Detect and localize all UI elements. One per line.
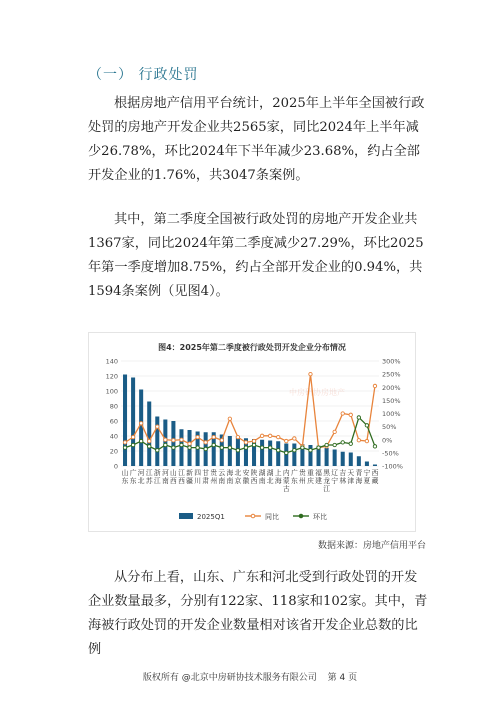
yoy-point [285,439,288,442]
bar [228,436,232,466]
x-category-label: 甘 [202,469,210,477]
bar [292,444,296,467]
mom-point [236,449,239,452]
x-category-label: 青 [355,469,363,477]
x-category-label: 林 [339,477,347,485]
watermark: 中房研协房地产 [289,388,345,397]
paragraph-2: 其中，第二季度全国被行政处罚的房地产开发企业共1367家，同比2024年第二季度减少27.29%，环比2025年第一季度增加8.75%，约占全部开发企业的0.94%，共1594条案例（见图4）。 [88,212,424,299]
yoy-point [252,439,255,442]
x-category-label: 贵 [210,469,218,477]
x-category-label: 云 [218,469,226,477]
x-category-label: 京 [234,477,242,485]
y2-tick-label: 150% [382,396,401,405]
y2-tick-label: 250% [382,370,401,379]
x-category-label: 藏 [371,477,379,485]
footer-copyright: 版权所有 @北京中房研协技术服务有限公司 [142,673,317,683]
x-category-label: 西 [250,477,258,485]
mom-point [365,424,368,427]
mom-point [164,443,167,446]
x-category-label: 南 [226,477,234,485]
yoy-point [333,430,336,433]
x-category-label: 天 [347,469,355,477]
x-category-label: 州 [299,477,306,485]
mom-point [285,451,288,454]
chart-svg [89,333,415,531]
bar [155,417,159,467]
mom-point [301,446,304,449]
x-category-label: 西 [170,477,177,485]
y-tick-label: 0 [113,462,118,471]
mom-point [277,449,280,452]
bar [349,453,353,467]
mom-point [196,446,199,449]
mom-point [333,443,336,446]
x-category-label: 山 [170,469,177,477]
x-category-label: 湖 [266,469,274,477]
legend-label: 环比 [313,513,327,521]
x-category-label: 江 [153,477,161,485]
x-category-label: 龙 [323,477,330,485]
x-category-label: 北 [137,477,145,485]
yoy-point [277,435,280,438]
mom-point [293,449,296,452]
x-category-label: 东 [290,477,298,485]
yoy-line [125,374,375,448]
legend-marker-mom [299,514,303,518]
mom-point [317,446,320,449]
x-category-label: 海 [274,477,282,485]
bar [147,402,151,467]
mom-point [228,446,231,449]
yoy-point [212,435,215,438]
mom-point [131,443,134,446]
yoy-point [220,439,223,442]
mom-point [123,446,126,449]
y-tick-label: 80 [109,402,118,411]
legend-label: 2025Q1 [197,513,225,521]
x-category-label: 海 [226,469,234,477]
yoy-point [228,417,231,420]
x-category-label: 河 [161,469,169,477]
x-category-label: 浙 [153,469,161,477]
bar [171,421,175,466]
x-category-label: 重 [307,469,314,477]
mom-point [260,446,263,449]
yoy-point [172,439,175,442]
yoy-point [293,437,296,440]
chart-container [88,332,416,532]
bar [123,375,127,467]
x-category-label: 辽 [331,469,339,477]
mom-point [204,447,207,450]
x-category-label: 徽 [242,477,250,485]
yoy-point [268,434,271,437]
y-tick-label: 140 [105,357,118,366]
y-tick-label: 40 [109,432,118,441]
yoy-point [164,438,167,441]
bar [163,420,167,467]
bar [131,378,135,467]
mom-point [172,446,175,449]
yoy-point [123,441,126,444]
x-category-label: 北 [266,477,274,485]
yoy-point [309,372,312,375]
yoy-point [349,413,352,416]
legend-label: 同比 [265,513,279,521]
mom-point [139,439,142,442]
yoy-point [341,412,344,415]
mom-point [349,442,352,445]
x-category-label: 内 [282,469,290,477]
yoy-point [148,439,151,442]
x-category-label: 陕 [250,469,258,477]
x-category-label: 肃 [202,477,210,485]
bar [341,452,345,466]
yoy-point [131,435,134,438]
x-category-label: 广 [290,469,298,477]
x-category-label: 津 [347,477,355,485]
y2-tick-label: -100% [382,462,403,471]
x-category-label: 东 [129,477,137,485]
yoy-point [357,439,360,442]
x-category-label: 苏 [145,477,153,485]
x-category-label: 西 [178,477,185,485]
bar [268,441,272,467]
bar [276,441,280,466]
x-category-label: 黑 [323,469,330,477]
x-category-label: 河 [137,469,145,477]
x-category-label: 广 [129,469,137,477]
mom-point [212,443,215,446]
x-category-label: 南 [258,477,266,485]
x-category-label: 吉 [339,469,347,477]
paragraph-1: 根据房地产信用平台统计，2025年上半年全国被行政处罚的房地产开发企业共2565家，同比2024年上半年减少26.78%，环比2024年下半年减少23.68%，约占全部开发企业的1.76%，共3047条案例。 [88,96,425,183]
x-category-label: 福 [315,469,322,477]
yoy-point [156,425,159,428]
mom-point [180,443,183,446]
mom-point [156,449,159,452]
x-category-label: 东 [121,477,129,485]
legend-swatch-bar [179,513,193,519]
x-category-label: 建 [315,477,322,485]
x-category-label: 北 [234,469,242,477]
legend-marker-yoy [251,514,255,518]
mom-point [357,416,360,419]
bar [325,448,329,466]
mom-point [220,446,223,449]
x-category-label: 四 [194,469,201,477]
yoy-point [180,438,183,441]
mom-point [148,445,151,448]
x-category-label: 古 [282,485,290,493]
y2-tick-label: 200% [382,383,401,392]
y-tick-label: 100 [105,387,118,396]
x-category-label: 新 [186,469,193,477]
yoy-point [260,434,263,437]
y-tick-label: 120 [105,372,118,381]
bar [260,440,264,466]
mom-point [268,446,271,449]
y2-tick-label: 0% [382,436,393,445]
footer-page-number: 第 4 页 [327,673,358,683]
bar [179,429,183,466]
y2-tick-label: -50% [382,449,399,458]
x-category-label: 江 [178,469,185,477]
bar [373,465,377,467]
mom-point [188,446,191,449]
x-category-label: 贵 [299,469,306,477]
x-category-label: 山 [121,469,129,477]
y-tick-label: 20 [109,447,118,456]
x-category-label: 海 [355,477,363,485]
x-category-label: 江 [145,469,153,477]
yoy-point [373,384,376,387]
x-category-label: 安 [242,469,250,477]
x-category-label: 川 [194,477,201,485]
mom-point [373,445,376,448]
section-title: （一） 行政处罚 [88,67,199,83]
yoy-point [204,441,207,444]
mom-point [252,443,255,446]
x-category-label: 州 [210,477,218,485]
mom-point [341,441,344,444]
yoy-point [196,435,199,438]
yoy-point [188,442,191,445]
x-category-label: 宁 [331,477,339,485]
y-tick-label: 60 [109,417,118,426]
y2-tick-label: 300% [382,357,401,366]
x-category-label: 西 [371,469,379,477]
chart-title: 图4：2025年第二季度被行政处罚开发企业分布情况 [158,343,346,352]
yoy-point [244,441,247,444]
paragraph-3: 从分布上看，山东、广东和河北受到行政处罚的开发企业数量最多，分别有122家、118家和102家。其中，青海被行政处罚的开发企业数量相对该省开发企业总数的比例 [88,570,428,657]
x-category-label: 上 [274,469,282,477]
mom-point [325,443,328,446]
x-category-label: 蒙 [282,477,290,485]
x-category-label: 江 [323,485,330,493]
y2-tick-label: 100% [382,410,401,418]
yoy-point [365,439,368,442]
x-category-label: 疆 [186,477,193,485]
x-category-label: 南 [161,477,169,485]
bar [357,456,361,466]
y2-tick-label: 50% [382,423,397,432]
bar [333,450,337,467]
page-footer [0,670,500,683]
mom-point [244,446,247,449]
x-category-label: 宁 [363,469,371,477]
x-category-label: 庆 [307,477,314,485]
yoy-point [139,422,142,425]
bar [365,462,369,467]
yoy-point [236,435,239,438]
x-category-label: 夏 [363,477,371,485]
x-category-label: 南 [218,477,226,485]
mom-point [309,449,312,452]
x-category-label: 湖 [258,469,266,477]
source-note: 数据来源：房地产信用平台 [317,541,426,551]
